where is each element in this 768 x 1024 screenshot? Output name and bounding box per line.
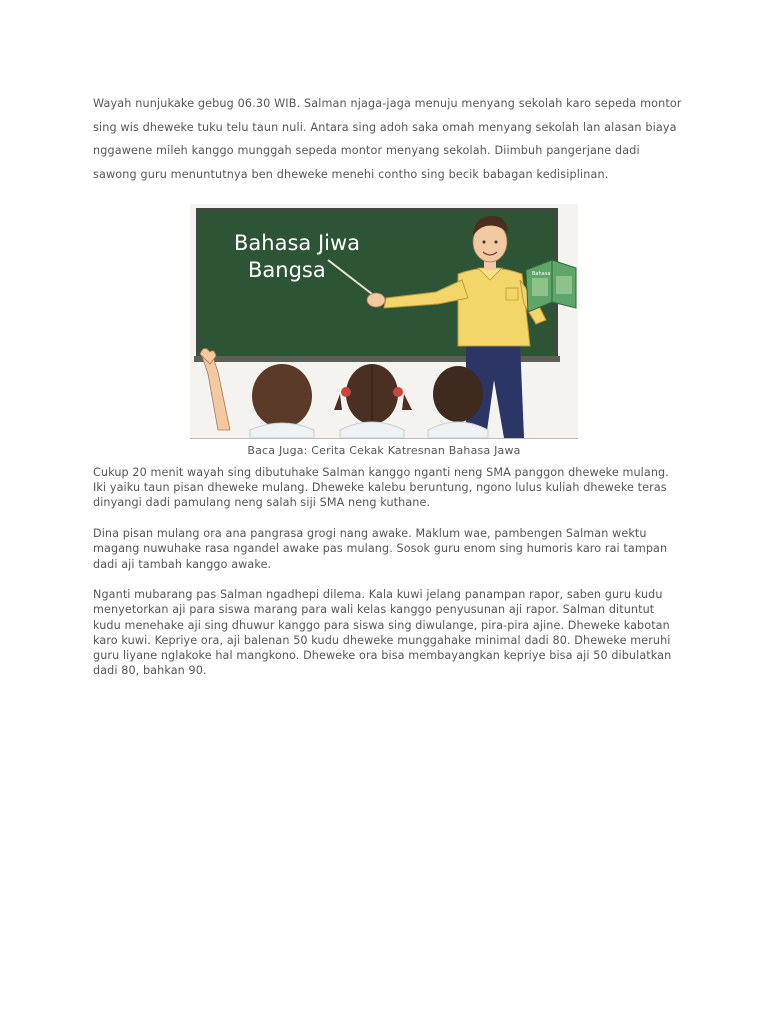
classroom-illustration: [190, 204, 578, 439]
figure-caption: Baca Juga: Cerita Cekak Katresnan Bahasa Jawa: [247, 444, 521, 457]
book-label: Bahasa: [532, 271, 551, 277]
paragraph: Cukup 20 menit wayah sing dibutuhake Salman kanggo nganti neng SMA panggon dheweke mulang. Iki yaiku taun pisan dheweke mulang. Dheweke kalebu beruntung, ngono lulus kuliah dheweke teras dinyangi dadi pamulang neng salah siji SMA neng kuthane.: [93, 466, 669, 510]
article-body: [93, 465, 683, 694]
board-title-line2: Bangsa: [248, 258, 326, 282]
paragraph: Dina pisan mulang ora ana pangrasa grogi nang awake. Maklum wae, pambengen Salman wektu magang nuwuhake rasa ngandel awake pas mulang. Sosok guru enom sing humoris karo rai tampan dadi aji tambah kanggo awake.: [93, 527, 668, 571]
board-title-line1: Bahasa Jiwa: [234, 231, 361, 255]
paragraph: Nganti mubarang pas Salman ngadhepi dilema. Kala kuwi jelang panampan rapor, saben guru kudu menyetorkan aji para siswa marang para wali kelas kanggo penyusunan aji rapor. Salman dituntut kudu menehake aji sing dhuwur kanggo para siswa sing diwulange, pira-pira ajine. Dheweke kabotan karo kuwi. Kepriye ora, aji balenan 50 kudu dheweke munggahake minimal dadi 80. Dheweke meruhi guru liyane nglakoke hal mangkono. Dheweke ora bisa membayangkan kepriye bisa aji 50 dibulatkan dadi 80, bahkan 90.: [93, 588, 672, 678]
intro-paragraph: Wayah nunjukake gebug 06.30 WIB. Salman njaga-jaga menuju menyang sekolah karo sepeda montor sing wis dheweke tuku telu taun nuli. Antara sing adoh saka omah menyang sekolah lan alasan biaya nggawene mileh kanggo munggah sepeda montor menyang sekolah. Diimbuh pangerjane dadi sawong guru menuntutnya ben dheweke menehi contho sing becik babagan kedisiplinan.: [93, 97, 682, 181]
